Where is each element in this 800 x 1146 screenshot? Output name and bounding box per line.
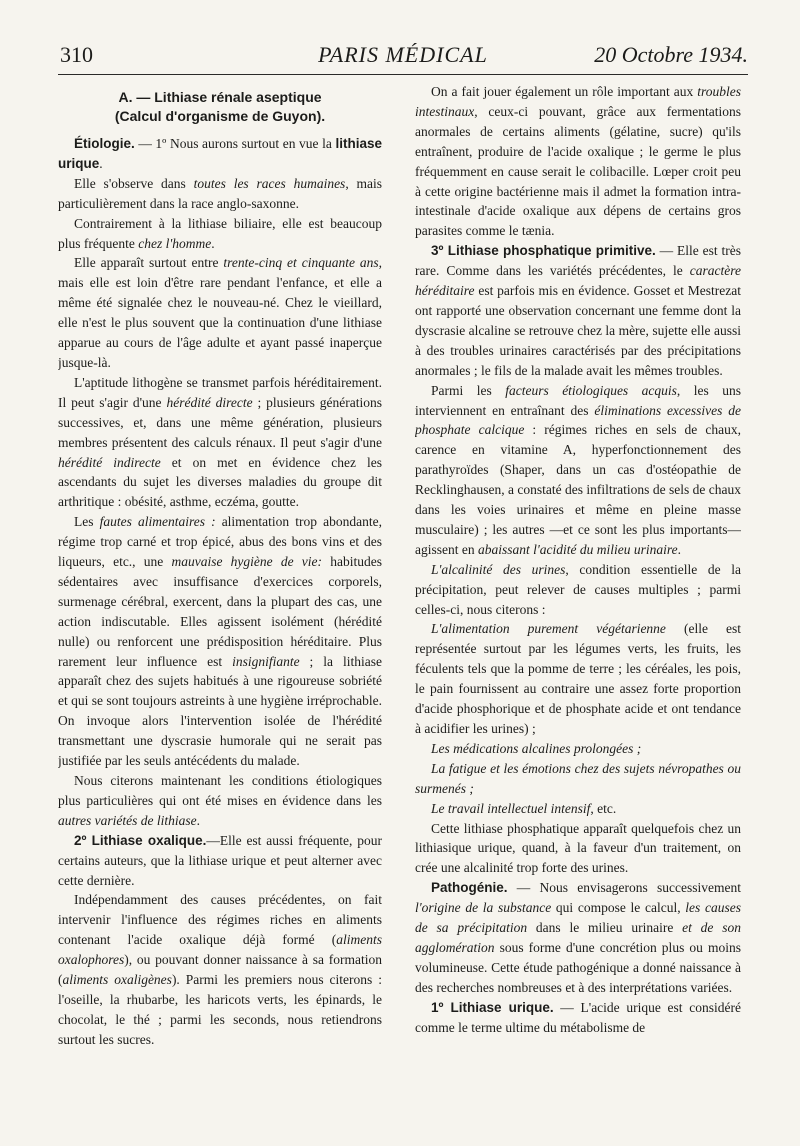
left-column <box>58 82 382 1122</box>
paragraph-etiologie: Étiologie. — 1º Nous aurons surtout en vue la lithiase urique. <box>58 136 382 171</box>
subheading-pathogenie: Pathogénie. <box>431 880 508 896</box>
subheading-urique: 1º Lithiase urique. <box>431 999 554 1015</box>
right-column <box>415 82 741 1122</box>
paragraph-lithiase-phosphatique: 3º Lithiase phosphatique primitive. — Elle est très rare. Comme dans les variétés précédentes, le caractère héréditaire est parfois mis en évidence. Gosset et Mestrezat ont rapporté une observation concernant une femme dont la dyscrasie alcaline se retrouve chez la mère, sujette elle aussi à des troubles urinaires caractérisés par des précipitations anormales ; le fils de la malade avait les mêmes troubles. <box>415 243 741 378</box>
list-item: Le travail intellectuel intensif, etc. <box>431 800 617 816</box>
paragraph: L'aptitude lithogène se transmet parfois héréditairement. Il peut s'agir d'une hérédité directe ; plusieurs générations successives, et, dans une même génération, plusieurs membres présentent des calculs rénaux. Il peut s'agir d'une hérédité indirecte et on met en évidence chez les ascendants du sujet les diverses maladies du groupe dit arthritique : obésité, asthme, eczéma, goutte. <box>58 374 382 510</box>
section-title: A. — Lithiase rénale aseptique (Calcul d'organisme de Guyon). <box>114 89 326 124</box>
paragraph: On a fait jouer également un rôle important aux troubles intestinaux, ceux-ci pouvant, grâce aux fermentations anormales de certains aliments (gélatine, sucre) qu'ils entraînent, produire de l'acide oxalique ; le germe le plus fréquemment en cause serait le colibacille. Lœper croit peu à cette origine bactérienne mais il admet la formation intra-intestinale d'acide oxalique aux dépens de certains gros parasites comme le tænia. <box>415 84 741 239</box>
list-item: La fatigue et les émotions chez des sujets névropathes ou surmenés ; <box>415 760 741 796</box>
paragraph: Contrairement à la lithiase biliaire, elle est beaucoup plus fréquente chez l'homme. <box>58 215 382 251</box>
issue-date: 20 Octobre 1934. <box>594 42 748 67</box>
paragraph: Cette lithiase phosphatique apparaît quelquefois chez un lithiasique urique, quand, à la faveur d'un traitement, on crée une alcalinité trop forte des urines. <box>415 820 741 876</box>
paragraph-lithiase-oxalique: 2º Lithiase oxalique.—Elle est aussi fréquente, pour certains auteurs, que la lithiase urique et peut alterner avec cette dernière. <box>58 832 382 888</box>
paragraph: L'alcalinité des urines, condition essentielle de la précipitation, peut relever de causes multiples ; parmi celles-ci, nous citerons : <box>415 561 741 617</box>
list-item: Les médications alcalines prolongées ; <box>431 740 642 756</box>
journal-title: PARIS MÉDICAL <box>318 42 488 67</box>
paragraph: Nous citerons maintenant les conditions étiologiques plus particulières qui ont été mises en évidence dans les autres variétés de lithiase. <box>58 773 382 828</box>
paragraph: L'alimentation purement végétarienne (elle est représentée surtout par les légumes verts, les fruits, les féculents tels que la pomme de terre ; les céréales, les pois, le pain fournissent au contraire une assez forte proportion d'acide phosphorique et de phosphate acide et ont tendance à acidifier les urines) ; <box>415 621 741 736</box>
subheading-etiologie: Étiologie. <box>74 136 135 151</box>
page-number: 310 <box>60 42 93 67</box>
paragraph-pathogenie: Pathogénie. — Nous envisagerons successivement l'origine de la substance qui compose le calcul, les causes de sa précipitation dans le milieu urinaire et de son agglomération sous forme d'une concrétion plus ou moins volumineuse. Cette étude pathogénique a donné naissance à des recherches nombreuses et à des interprétations variées. <box>415 880 741 995</box>
paragraph: Elle s'observe dans toutes les races humaines, mais particulièrement dans la race anglo-saxonne. <box>58 175 382 211</box>
paragraph: Elle apparaît surtout entre trente-cinq et cinquante ans, mais elle est loin d'être rare pendant l'enfance, et elle a même été signalée chez le nouveau-né. Chez le vieillard, elle n'est le plus souvent que la continuation d'une lithiase apparue au cours de l'âge adulte et ayant passé inaperçue jusque-là. <box>58 255 382 370</box>
paragraph-lithiase-urique: 1º Lithiase urique. — L'acide urique est considéré comme le terme ultime du métabolisme de <box>415 999 741 1035</box>
paragraph: Parmi les facteurs étiologiques acquis, les uns interviennent en entraînant des éliminations excessives de phosphate calcique : régimes riches en sels de chaux, carence en vitamine A, hyperfonctionnement des parathyroïdes (Shaper, dans un cas d'ostéopathie de Recklinghausen, a constaté des infiltrations de sels de chaux dans les voies urinaires et même en pleine masse musculaire) ; les autres —et ce sont les plus importants— agissent en abaissant l'acidité du milieu urinaire. <box>415 382 741 557</box>
page-header <box>58 40 748 75</box>
subheading-phosphatique: 3º Lithiase phosphatique primitive. <box>431 243 656 259</box>
paragraph: Les fautes alimentaires : alimentation trop abondante, régime trop carné et trop épicé, abus des bons vins et des liqueurs, etc., une mauvaise hygiène de vie: habitudes sédentaires avec insuffisance d'exercices corporels, surmenage cérébral, exercent, dans la plupart des cas, une action indiscutable. Elles agissent isolément (hérédité nulle) ou renforcent une prédisposition héréditaire. Plus rarement leur influence est insignifiante ; la lithiase apparaît chez des sujets habitués à une rigoureuse sobriété et qui se sont toujours astreints à une hygiène irréprochable. On invoque alors l'intervention isolée de l'hérédité transmettant une dyscrasie humorale qui ne serait pas justifiée par les seuls antécédents du malade. <box>58 514 382 769</box>
paragraph: Indépendamment des causes précédentes, on fait intervenir l'influence des régimes riches en aliments contenant l'acide oxalique déjà formé (aliments oxalophores), ou pouvant donner naissance à sa formation (aliments oxaligènes). Parmi les premiers nous citerons : l'oseille, la rhubarbe, les haricots verts, les épinards, le chocolat, le thé ; parmi les seconds, nous retiendrons surtout les sucres. <box>58 892 382 1047</box>
subheading-oxalique: 2º Lithiase oxalique. <box>74 832 207 848</box>
